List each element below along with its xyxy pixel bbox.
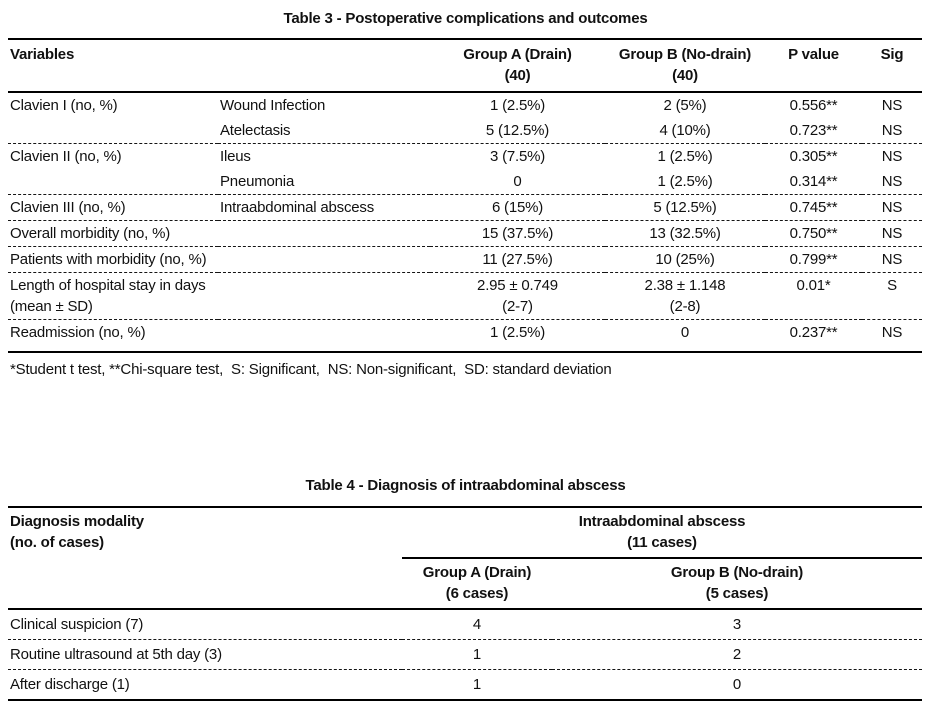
table4 <box>8 506 922 701</box>
p-value-cell: 0.723** <box>765 118 862 144</box>
group-a-cell: 0 <box>430 169 605 195</box>
table-row <box>8 640 922 670</box>
t3-header-p-value: P value <box>765 39 862 92</box>
group-b-cell: 2 <box>552 640 922 670</box>
table-row <box>8 195 922 221</box>
table3-footnote: *Student t test, **Chi-square test, S: Significant, NS: Non-significant, SD: standard deviation <box>10 361 612 378</box>
table-row <box>8 92 922 118</box>
diagnosis-label-cell: Clinical suspicion (7) <box>8 609 402 640</box>
sig-cell: NS <box>862 195 922 221</box>
t4-header-diagnosis-modality <box>8 507 402 609</box>
table4-header-row-span <box>8 507 922 558</box>
sig-cell: NS <box>862 169 922 195</box>
group-b-cell: 0 <box>605 320 765 353</box>
variable-line2: (mean ± SD) <box>10 298 93 315</box>
sig-cell: NS <box>862 320 922 353</box>
group-b-cell: 0 <box>552 670 922 701</box>
table3-title: Table 3 - Postoperative complications and outcomes <box>283 10 648 27</box>
group-b-cell: 4 (10%) <box>605 118 765 144</box>
group-b-line2: (2-8) <box>669 298 701 315</box>
table-row <box>8 247 922 273</box>
p-value-cell: 0.799** <box>765 247 862 273</box>
diagnosis-label-cell: Routine ultrasound at 5th day (3) <box>8 640 402 670</box>
t3-header-group-b-line2: (40) <box>672 67 698 84</box>
table4-title: Table 4 - Diagnosis of intraabdominal abscess <box>305 477 626 494</box>
group-a-cell: 6 (15%) <box>430 195 605 221</box>
group-b-cell <box>605 273 765 320</box>
group-b-cell: 3 <box>552 609 922 640</box>
group-a-line2: (2-7) <box>502 298 533 315</box>
group-a-line1: 2.95 ± 0.749 <box>477 277 558 294</box>
item-cell: Ileus <box>220 148 251 165</box>
t4-header-group-a-line2: (6 cases) <box>445 585 509 602</box>
sig-cell: NS <box>862 247 922 273</box>
group-b-cell: 2 (5%) <box>663 97 707 114</box>
group-a-cell: 1 <box>402 640 552 670</box>
t4-header-group-a <box>402 558 552 609</box>
table-row <box>8 169 922 195</box>
diagnosis-label-cell: After discharge (1) <box>8 670 402 701</box>
item-cell: Intraabdominal abscess <box>218 195 430 221</box>
t4-header-span-line1: Intraabdominal abscess <box>578 513 746 530</box>
group-b-cell: 13 (32.5%) <box>605 221 765 247</box>
item-cell: Pneumonia <box>218 169 430 195</box>
sig-cell: NS <box>862 118 922 144</box>
t3-header-group-a-line1: Group A (Drain) <box>463 46 572 63</box>
group-b-cell: 1 (2.5%) <box>605 169 765 195</box>
sig-cell: NS <box>881 148 903 165</box>
variable-cell: Clavien I (no, %) <box>10 97 118 114</box>
variable-line1: Length of hospital stay in days <box>10 277 206 294</box>
item-cell: Wound Infection <box>220 97 326 114</box>
t4-header-group-b <box>552 558 922 609</box>
table3-header-row <box>8 39 922 92</box>
t3-header-group-a <box>430 39 605 92</box>
table3 <box>8 38 922 353</box>
t3-header-sig: Sig <box>862 39 922 92</box>
group-a-cell: 1 <box>402 670 552 701</box>
t3-header-group-a-line2: (40) <box>504 67 531 84</box>
group-b-cell: 10 (25%) <box>605 247 765 273</box>
p-value-cell: 0.556** <box>789 97 838 114</box>
table-row <box>8 273 922 320</box>
table-row <box>8 118 922 144</box>
p-value-cell: 0.745** <box>765 195 862 221</box>
group-b-cell: 5 (12.5%) <box>605 195 765 221</box>
variable-cell: Patients with morbidity (no, %) <box>8 247 430 273</box>
group-a-cell: 15 (37.5%) <box>430 221 605 247</box>
table-row <box>8 320 922 353</box>
t4-header-col1-line1: Diagnosis modality <box>10 513 144 530</box>
table-row <box>8 670 922 701</box>
group-a-cell: 1 (2.5%) <box>489 97 546 114</box>
variable-cell <box>8 169 218 195</box>
variable-cell: Clavien III (no, %) <box>8 195 218 221</box>
t4-header-col1-line2: (no. of cases) <box>10 534 104 551</box>
item-cell: Atelectasis <box>218 118 430 144</box>
p-value-cell: 0.314** <box>765 169 862 195</box>
group-a-cell: 1 (2.5%) <box>430 320 605 353</box>
group-a-cell: 3 (7.5%) <box>489 148 546 165</box>
t4-header-group-b-line2: (5 cases) <box>705 585 769 602</box>
group-b-line1: 2.38 ± 1.148 <box>644 277 726 294</box>
variable-cell <box>8 273 430 320</box>
t3-header-group-b-line1: Group B (No-drain) <box>618 46 752 63</box>
sig-cell: S <box>862 273 922 320</box>
t3-header-group-b <box>605 39 765 92</box>
table-row <box>8 609 922 640</box>
sig-cell: NS <box>862 221 922 247</box>
table-row <box>8 144 922 170</box>
group-a-cell: 4 <box>402 609 552 640</box>
t3-header-variables: Variables <box>8 39 430 92</box>
sig-cell: NS <box>881 97 903 114</box>
variable-cell <box>8 118 218 144</box>
t4-header-span-line2: (11 cases) <box>627 534 697 551</box>
table-row <box>8 221 922 247</box>
p-value-cell: 0.01* <box>765 273 862 320</box>
group-a-cell: 5 (12.5%) <box>430 118 605 144</box>
t4-header-group-b-line1: Group B (No-drain) <box>670 564 804 581</box>
t4-header-intraabdominal-abscess <box>402 507 922 558</box>
variable-cell: Clavien II (no, %) <box>10 148 122 165</box>
group-a-cell: 11 (27.5%) <box>430 247 605 273</box>
p-value-cell: 0.750** <box>765 221 862 247</box>
variable-cell: Readmission (no, %) <box>8 320 430 353</box>
group-b-cell: 1 (2.5%) <box>657 148 713 165</box>
t4-header-group-a-line1: Group A (Drain) <box>422 564 532 581</box>
variable-cell: Overall morbidity (no, %) <box>8 221 430 247</box>
p-value-cell: 0.237** <box>765 320 862 353</box>
group-a-cell <box>430 273 605 320</box>
p-value-cell: 0.305** <box>789 148 838 165</box>
